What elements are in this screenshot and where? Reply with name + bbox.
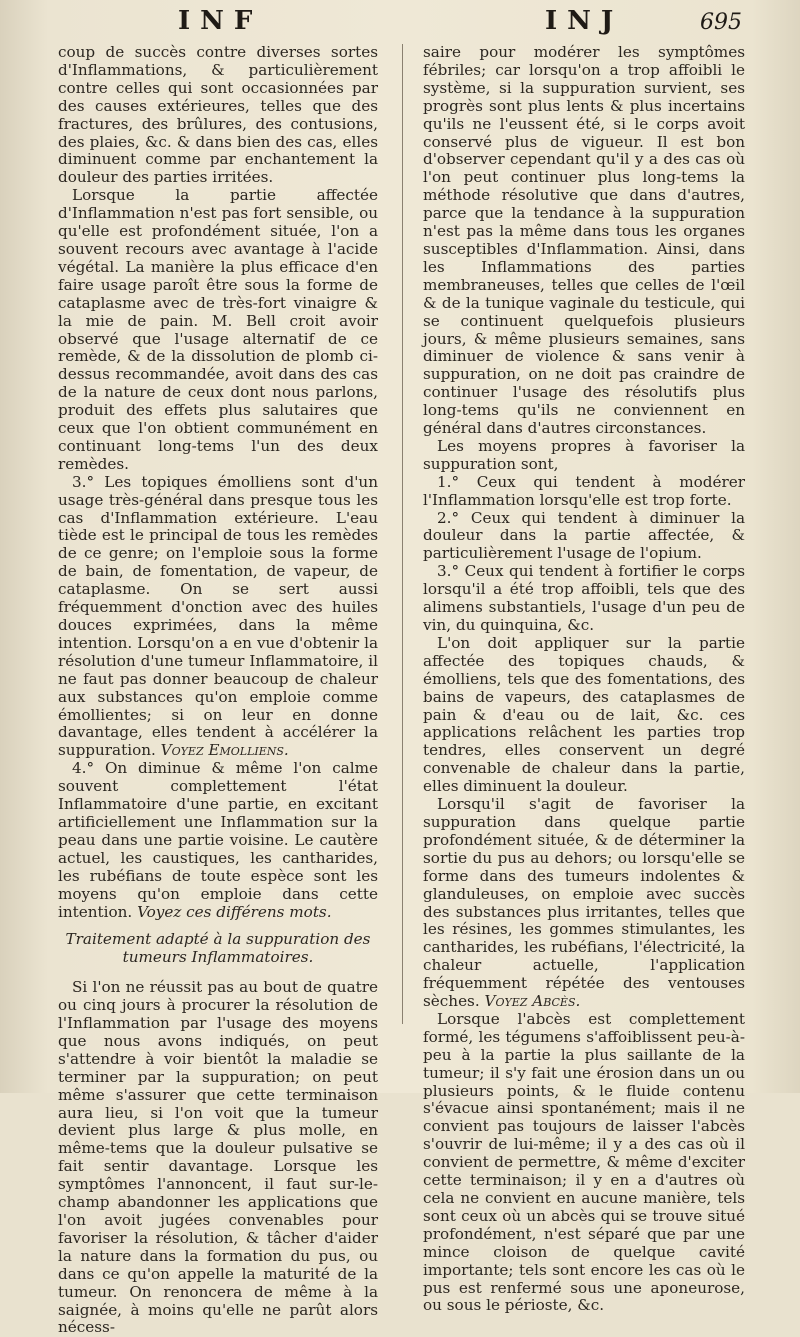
cross-reference: Voyez Abcès.	[484, 992, 581, 1011]
running-head-right: INJ	[545, 6, 624, 36]
cross-reference: Voyez Emolliens.	[160, 741, 289, 760]
section-heading: Traitement adapté à la suppuration des tumeurs Inflammatoires.	[65, 930, 371, 967]
cross-reference: Voyez ces différens mots.	[137, 902, 332, 921]
paragraph-text: Lorsqu'il s'agit de favoriser la suppuration dans quelque partie profondément située, & de déterminer la sortie du pus au dehors; ou lorsqu'elle se forme dans des tumeurs indolentes & glanduleuses, on emploie avec succès des substances plus irritantes, telles que les résines, les gommes stimulantes, les cantharides, les rubéfians, l'électricité, la chaleur actuelle, l'application fréquemment répétée des ventouses sèches.	[423, 795, 745, 1011]
paragraph: Lorsque l'abcès est complettement formé, les tégumens s'affoiblissent peu-à-peu à la partie la plus saillante de la tumeur; il s'y fait une érosion dans un ou plusieurs points, & le fluide contenu s'évacue ainsi spontanément; mais il ne convient pas toujours de laisser l'abcès s'ouvrir de lui-même; il y a des cas où il convient de permettre, & même d'exciter cette terminaison; il y en a d'autres où cela ne convient en aucune manière, tels sont ceux où un abcès qui se trouve situé profondément, n'est séparé que par une mince cloison de quelque cavité importante; tels sont encore les cas où le pus est renfermé sous une aponeurose, ou sous le périoste, &c.	[423, 1009, 745, 1315]
paragraph: 1.° Ceux qui tendent à modérer l'Inflammation lorsqu'elle est trop forte.	[423, 472, 745, 509]
paragraph: 3.° Ceux qui tendent à fortifier le corps lorsqu'il a été trop affoibli, tels que des alimens substantiels, l'usage d'un peu de vin, du quinquina, &c.	[423, 562, 745, 634]
paragraph: coup de succès contre diverses sortes d'Inflammations, & particulièrement contre celles qui sont occasionnées par des causes extérieures, telles que des fractures, des brûlures, des contusions, des plaies, &c. & dans bien des cas, elles diminuent comme par enchantement la douleur des parties irritées.	[58, 43, 378, 187]
right-column	[423, 44, 745, 1315]
paragraph: Les moyens propres à favoriser la suppuration sont,	[423, 436, 745, 473]
paragraph-text: 4.° On diminue & même l'on calme souvent complettement l'état Inflammatoire d'une partie, en excitant artificiellement une Inflammation sur la peau dans une partie voisine. Le cautère actuel, les caustiques, les cantharides, les rubéfians de toute espèce sont les moyens qu'on emploie dans cette intention.	[58, 759, 378, 921]
paragraph: Lorsque la partie affectée d'Inflammation n'est pas fort sensible, ou qu'elle est profondément située, l'on a souvent recours avec avantage à l'acide végétal. La manière la plus efficace d'en faire usage paroît être sous la forme de cataplasme avec de très-fort vinaigre & la mie de pain. M. Bell croit avoir observé que l'usage alternatif de ce remède, & de la dissolution de plomb ci-dessus recommandée, avoit dans des cas de la nature de ceux dont nous parlons, produit des effets plus salutaires que ceux que l'on obtient communément en continuant long-tems l'un des deux remèdes.	[58, 186, 378, 473]
paragraph	[423, 796, 745, 1011]
paragraph-text: 3.° Les topiques émolliens sont d'un usage très-général dans presque tous les cas d'Inflammation extérieure. L'eau tiède est le principal de tous les remèdes de ce genre; on l'emploie sous la forme de bain, de fomentation, de vapeur, de cataplasme. On se sert aussi fréquemment d'onction avec des huiles douces exprimées, dans la même intention. Lorsqu'on a en vue d'obtenir la résolution d'une tumeur Inflammatoire, il ne faut pas donner beaucoup de chaleur aux substances qu'on emploie comme émollientes; si on leur en donne davantage, elles tendent à accélérer la suppuration.	[58, 472, 378, 760]
paragraph: L'on doit appliquer sur la partie affectée des topiques chauds, & émolliens, tels que des fomentations, des bains de vapeurs, des cataplasmes de pain & d'eau ou de lait, &c. ces applications relâchent les parties trop tendres, elles conservent un degré convenable de chaleur dans la partie, elles diminuent la douleur.	[423, 633, 745, 796]
paragraph: saire pour modérer les symptômes fébriles; car lorsqu'on a trop affoibli le système, si la suppuration survient, ses progrès sont plus lents & plus incertains qu'ils ne l'eussent été, si le corps avoit conservé plus de vigueur. Il est bon d'observer cependant qu'il y a des cas où l'on peut continuer plus long-tems la méthode résolutive que dans d'autres, parce que la tendance à la suppuration n'est pas la même dans tous les organes susceptibles d'Inflammation. Ainsi, dans les Inflammations des parties membraneuses, telles que celles de l'œil & de la tunique vaginale du testicule, qui se continuent quelquefois plusieurs jours, & même plusieurs semaines, sans diminuer de violence & sans venir à suppuration, on ne doit pas craindre de continuer l'usage des résolutifs plus long-tems qu'ils ne conviennent en général dans d'autres circonstances.	[423, 43, 745, 438]
page-number: 695	[700, 10, 742, 35]
paragraph: Si l'on ne réussit pas au bout de quatre ou cinq jours à procurer la résolution de l'Inflammation par l'usage des moyens que nous avons indiqués, on peut s'attendre à voir bientôt la maladie se terminer par la suppuration; on peut même s'assurer que cette terminaison aura lieu, si l'on voit que la tumeur devient plus large & plus molle, en même-tems que la douleur pulsative se fait sentir davantage. Lorsque les symptômes l'annoncent, il faut sur-le-champ abandonner les applications que l'on avoit jugées convenables pour favoriser la résolution, & tâcher d'aider la nature dans la formation du pus, ou dans ce qu'on appelle la maturité de la tumeur. On renoncera de même à la saignée, à moins qu'elle ne parût alors nécess-	[58, 978, 378, 1337]
paragraph	[58, 474, 378, 761]
left-column	[58, 44, 378, 1337]
running-head-left: INF	[178, 6, 263, 36]
paragraph	[58, 760, 378, 921]
column-rule	[402, 44, 403, 1024]
paragraph: 2.° Ceux qui tendent à diminuer la douleur dans la partie affectée, & particulièrement l'usage de l'opium.	[423, 508, 745, 563]
